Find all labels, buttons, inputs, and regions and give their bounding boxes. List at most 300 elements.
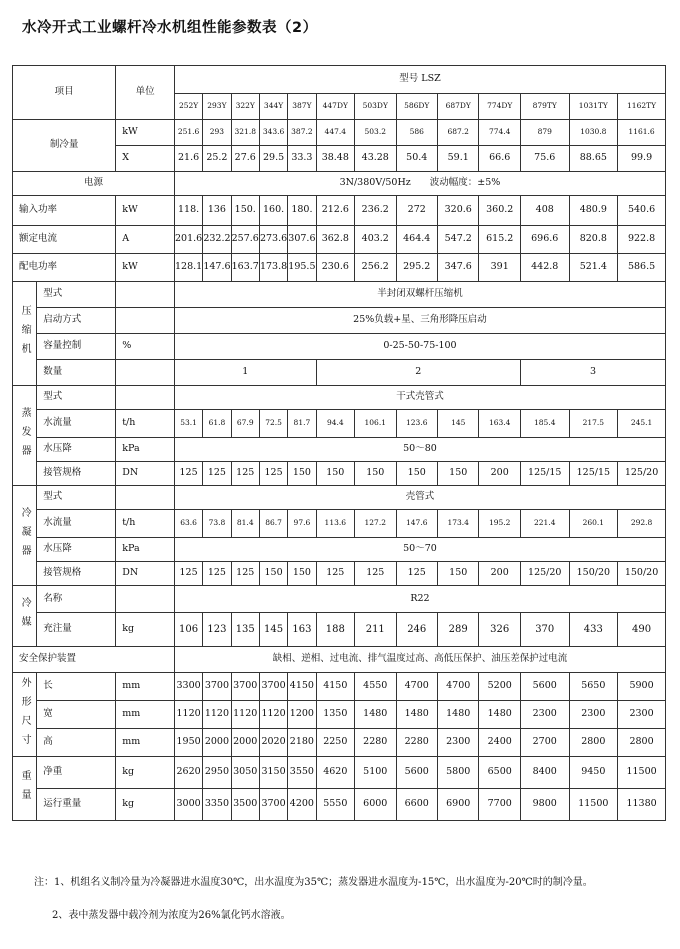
row-label: 安全保护装置 <box>13 647 175 673</box>
table-row <box>13 360 666 386</box>
unit-cell: kg <box>116 789 175 821</box>
model-header: 503DY <box>355 94 396 120</box>
value-cell: 586 <box>396 120 437 146</box>
row-label: 型式 <box>37 386 116 410</box>
value-cell: 99.9 <box>618 146 666 172</box>
table-row <box>13 701 666 729</box>
value-cell: 273.6 <box>259 226 287 254</box>
unit-cell: mm <box>116 701 175 729</box>
table-row <box>13 486 666 510</box>
table-row <box>13 308 666 334</box>
value-cell: 362.8 <box>316 226 354 254</box>
value-cell: 2800 <box>569 729 618 757</box>
value-cell: 188 <box>316 613 354 647</box>
value-cell: 820.8 <box>569 226 618 254</box>
value-cell: 150/20 <box>569 562 618 586</box>
value-cell: 128.1 <box>174 254 202 282</box>
model-header: 1162TY <box>618 94 666 120</box>
value-cell: 125/15 <box>520 462 569 486</box>
header-unit: 单位 <box>116 66 175 120</box>
merged-value: 0-25-50-75-100 <box>174 334 665 360</box>
model-header: 879TY <box>520 94 569 120</box>
value-cell: 922.8 <box>618 226 666 254</box>
value-cell: 136 <box>203 196 231 226</box>
value-cell: 147.6 <box>396 510 437 538</box>
value-cell: 173.4 <box>437 510 478 538</box>
value-cell: 464.4 <box>396 226 437 254</box>
unit-cell: A <box>116 226 175 254</box>
value-cell: 145 <box>259 613 287 647</box>
value-cell: 360.2 <box>479 196 520 226</box>
value-cell: 408 <box>520 196 569 226</box>
value-cell: 160. <box>259 196 287 226</box>
unit-cell: t/h <box>116 510 175 538</box>
value-cell: 5600 <box>520 673 569 701</box>
value-cell: 66.6 <box>479 146 520 172</box>
merged-value: 半封闭双螺杆压缩机 <box>174 282 665 308</box>
row-label: 型式 <box>37 282 116 308</box>
value-cell: 125/20 <box>520 562 569 586</box>
value-cell: 123 <box>203 613 231 647</box>
value-cell: 163 <box>288 613 316 647</box>
value-cell: 2950 <box>203 757 231 789</box>
value-cell: 150 <box>288 562 316 586</box>
model-header: 344Y <box>259 94 287 120</box>
value-cell: 1950 <box>174 729 202 757</box>
group-label: 重量 <box>13 757 37 821</box>
value-cell: 2020 <box>259 729 287 757</box>
value-cell: 125/20 <box>618 462 666 486</box>
value-cell: 403.2 <box>355 226 396 254</box>
row-label: 型式 <box>37 486 116 510</box>
value-cell: 3 <box>520 360 665 386</box>
value-cell: 173.8 <box>259 254 287 282</box>
row-label: 长 <box>37 673 116 701</box>
value-cell: 8400 <box>520 757 569 789</box>
merged-value: 缺相、逆相、过电流、排气温度过高、高低压保护、油压差保护过电流 <box>174 647 665 673</box>
value-cell: 125 <box>174 562 202 586</box>
value-cell: 150/20 <box>618 562 666 586</box>
unit-cell: X <box>116 146 175 172</box>
value-cell: 1030.8 <box>569 120 618 146</box>
value-cell: 1480 <box>355 701 396 729</box>
value-cell: 11500 <box>569 789 618 821</box>
table-row <box>13 789 666 821</box>
value-cell: 1120 <box>203 701 231 729</box>
table-row <box>13 538 666 562</box>
row-label: 额定电流 <box>13 226 116 254</box>
unit-cell: mm <box>116 729 175 757</box>
value-cell: 125 <box>231 462 259 486</box>
value-cell: 81.7 <box>288 410 316 438</box>
group-label: 压缩机 <box>13 282 37 386</box>
value-cell: 3700 <box>259 673 287 701</box>
value-cell: 125 <box>316 562 354 586</box>
row-label: 接管规格 <box>37 562 116 586</box>
unit-cell: mm <box>116 673 175 701</box>
value-cell: 6900 <box>437 789 478 821</box>
value-cell: 480.9 <box>569 196 618 226</box>
row-label: 水流量 <box>37 410 116 438</box>
table-row <box>13 334 666 360</box>
value-cell: 50.4 <box>396 146 437 172</box>
value-cell: 293 <box>203 120 231 146</box>
value-cell: 127.2 <box>355 510 396 538</box>
table-row <box>13 757 666 789</box>
value-cell: 5550 <box>316 789 354 821</box>
merged-value: 3N/380V/50Hz 波动幅度：±5% <box>174 172 665 196</box>
value-cell: 180. <box>288 196 316 226</box>
value-cell: 236.2 <box>355 196 396 226</box>
value-cell: 123.6 <box>396 410 437 438</box>
value-cell: 4550 <box>355 673 396 701</box>
value-cell: 201.6 <box>174 226 202 254</box>
value-cell: 113.6 <box>316 510 354 538</box>
table-row <box>13 647 666 673</box>
value-cell: 442.8 <box>520 254 569 282</box>
value-cell: 321.8 <box>231 120 259 146</box>
group-label: 外形尺寸 <box>13 673 37 757</box>
merged-value: 干式壳管式 <box>174 386 665 410</box>
model-header: 1031TY <box>569 94 618 120</box>
value-cell: 217.5 <box>569 410 618 438</box>
merged-value: R22 <box>174 586 665 613</box>
value-cell: 150 <box>259 562 287 586</box>
value-cell: 433 <box>569 613 618 647</box>
value-cell: 251.6 <box>174 120 202 146</box>
value-cell: 2280 <box>396 729 437 757</box>
table-row <box>13 196 666 226</box>
value-cell: 7700 <box>479 789 520 821</box>
model-header: 252Y <box>174 94 202 120</box>
value-cell: 615.2 <box>479 226 520 254</box>
value-cell: 125 <box>203 562 231 586</box>
value-cell: 150 <box>396 462 437 486</box>
header-item: 项目 <box>13 66 116 120</box>
value-cell: 81.4 <box>231 510 259 538</box>
value-cell: 29.5 <box>259 146 287 172</box>
value-cell: 150. <box>231 196 259 226</box>
value-cell: 347.6 <box>437 254 478 282</box>
value-cell: 118. <box>174 196 202 226</box>
value-cell: 1480 <box>437 701 478 729</box>
value-cell: 150 <box>437 462 478 486</box>
row-label: 输入功率 <box>13 196 116 226</box>
value-cell: 2300 <box>520 701 569 729</box>
value-cell: 245.1 <box>618 410 666 438</box>
unit-cell <box>116 586 175 613</box>
value-cell: 1120 <box>231 701 259 729</box>
row-label: 制冷量 <box>13 120 116 172</box>
value-cell: 4200 <box>288 789 316 821</box>
value-cell: 163.4 <box>479 410 520 438</box>
model-header: 293Y <box>203 94 231 120</box>
value-cell: 125 <box>203 462 231 486</box>
value-cell: 200 <box>479 462 520 486</box>
value-cell: 1200 <box>288 701 316 729</box>
value-cell: 2300 <box>618 701 666 729</box>
value-cell: 326 <box>479 613 520 647</box>
value-cell: 687.2 <box>437 120 478 146</box>
value-cell: 230.6 <box>316 254 354 282</box>
value-cell: 3350 <box>203 789 231 821</box>
value-cell: 5650 <box>569 673 618 701</box>
spec-table <box>12 65 666 821</box>
value-cell: 221.4 <box>520 510 569 538</box>
value-cell: 1120 <box>174 701 202 729</box>
value-cell: 295.2 <box>396 254 437 282</box>
value-cell: 6000 <box>355 789 396 821</box>
group-label: 蒸发器 <box>13 386 37 486</box>
value-cell: 147.6 <box>203 254 231 282</box>
value-cell: 5600 <box>396 757 437 789</box>
value-cell: 2000 <box>203 729 231 757</box>
value-cell: 547.2 <box>437 226 478 254</box>
value-cell: 53.1 <box>174 410 202 438</box>
value-cell: 4150 <box>316 673 354 701</box>
value-cell: 75.6 <box>520 146 569 172</box>
value-cell: 2280 <box>355 729 396 757</box>
table-row <box>13 562 666 586</box>
table-row <box>13 254 666 282</box>
value-cell: 72.5 <box>259 410 287 438</box>
value-cell: 125 <box>396 562 437 586</box>
value-cell: 5100 <box>355 757 396 789</box>
table-row <box>13 438 666 462</box>
value-cell: 3050 <box>231 757 259 789</box>
table-row <box>13 510 666 538</box>
value-cell: 1350 <box>316 701 354 729</box>
row-label: 接管规格 <box>37 462 116 486</box>
model-header: 586DY <box>396 94 437 120</box>
unit-cell: kW <box>116 254 175 282</box>
value-cell: 163.7 <box>231 254 259 282</box>
row-label: 水流量 <box>37 510 116 538</box>
value-cell: 59.1 <box>437 146 478 172</box>
value-cell: 4620 <box>316 757 354 789</box>
value-cell: 232.2 <box>203 226 231 254</box>
unit-cell: kW <box>116 196 175 226</box>
value-cell: 195.2 <box>479 510 520 538</box>
value-cell: 94.4 <box>316 410 354 438</box>
table-row <box>13 282 666 308</box>
value-cell: 135 <box>231 613 259 647</box>
value-cell: 195.5 <box>288 254 316 282</box>
unit-cell <box>116 386 175 410</box>
table-row <box>13 613 666 647</box>
value-cell: 86.7 <box>259 510 287 538</box>
table-row <box>13 673 666 701</box>
value-cell: 25.2 <box>203 146 231 172</box>
value-cell: 21.6 <box>174 146 202 172</box>
value-cell: 27.6 <box>231 146 259 172</box>
value-cell: 3700 <box>231 673 259 701</box>
table-row <box>13 172 666 196</box>
value-cell: 1480 <box>396 701 437 729</box>
value-cell: 97.6 <box>288 510 316 538</box>
value-cell: 307.6 <box>288 226 316 254</box>
unit-cell <box>116 308 175 334</box>
value-cell: 1161.6 <box>618 120 666 146</box>
value-cell: 1480 <box>479 701 520 729</box>
table-row <box>13 386 666 410</box>
value-cell: 447.4 <box>316 120 354 146</box>
value-cell: 106.1 <box>355 410 396 438</box>
merged-value: 50～70 <box>174 538 665 562</box>
unit-cell: kPa <box>116 538 175 562</box>
value-cell: 2700 <box>520 729 569 757</box>
note-2: 2、表中蒸发器中载冷剂为浓度为26%氯化钙水溶液。 <box>52 910 291 921</box>
value-cell: 125/15 <box>569 462 618 486</box>
value-cell: 11380 <box>618 789 666 821</box>
unit-cell: % <box>116 334 175 360</box>
row-label: 高 <box>37 729 116 757</box>
unit-cell <box>116 282 175 308</box>
row-label: 数量 <box>37 360 116 386</box>
value-cell: 320.6 <box>437 196 478 226</box>
value-cell: 260.1 <box>569 510 618 538</box>
value-cell: 150 <box>288 462 316 486</box>
value-cell: 125 <box>355 562 396 586</box>
row-label: 容量控制 <box>37 334 116 360</box>
model-header: 447DY <box>316 94 354 120</box>
value-cell: 9450 <box>569 757 618 789</box>
value-cell: 490 <box>618 613 666 647</box>
value-cell: 6600 <box>396 789 437 821</box>
value-cell: 4700 <box>437 673 478 701</box>
value-cell: 125 <box>259 462 287 486</box>
value-cell: 43.28 <box>355 146 396 172</box>
value-cell: 2000 <box>231 729 259 757</box>
table-row <box>13 120 666 146</box>
value-cell: 200 <box>479 562 520 586</box>
unit-cell <box>116 486 175 510</box>
value-cell: 391 <box>479 254 520 282</box>
value-cell: 256.2 <box>355 254 396 282</box>
table-row <box>13 410 666 438</box>
model-header: 387Y <box>288 94 316 120</box>
value-cell: 6500 <box>479 757 520 789</box>
value-cell: 125 <box>231 562 259 586</box>
row-label: 水压降 <box>37 438 116 462</box>
value-cell: 3550 <box>288 757 316 789</box>
table-row <box>13 586 666 613</box>
value-cell: 257.6 <box>231 226 259 254</box>
table-row <box>13 66 666 94</box>
value-cell: 61.8 <box>203 410 231 438</box>
value-cell: 9800 <box>520 789 569 821</box>
value-cell: 696.6 <box>520 226 569 254</box>
value-cell: 5200 <box>479 673 520 701</box>
value-cell: 2800 <box>618 729 666 757</box>
value-cell: 5800 <box>437 757 478 789</box>
value-cell: 150 <box>316 462 354 486</box>
value-cell: 292.8 <box>618 510 666 538</box>
value-cell: 88.65 <box>569 146 618 172</box>
value-cell: 2620 <box>174 757 202 789</box>
value-cell: 3000 <box>174 789 202 821</box>
value-cell: 521.4 <box>569 254 618 282</box>
value-cell: 272 <box>396 196 437 226</box>
model-header: 774DY <box>479 94 520 120</box>
value-cell: 246 <box>396 613 437 647</box>
row-label: 水压降 <box>37 538 116 562</box>
value-cell: 774.4 <box>479 120 520 146</box>
value-cell: 3700 <box>259 789 287 821</box>
page-title: 水冷开式工业螺杆冷水机组性能参数表（2） <box>22 20 318 36</box>
table-row <box>13 729 666 757</box>
value-cell: 2180 <box>288 729 316 757</box>
value-cell: 2300 <box>569 701 618 729</box>
value-cell: 387.2 <box>288 120 316 146</box>
value-cell: 586.5 <box>618 254 666 282</box>
value-cell: 1 <box>174 360 316 386</box>
value-cell: 106 <box>174 613 202 647</box>
row-label: 启动方式 <box>37 308 116 334</box>
row-label: 运行重量 <box>37 789 116 821</box>
value-cell: 63.6 <box>174 510 202 538</box>
value-cell: 503.2 <box>355 120 396 146</box>
value-cell: 67.9 <box>231 410 259 438</box>
value-cell: 2400 <box>479 729 520 757</box>
value-cell: 211 <box>355 613 396 647</box>
unit-cell: t/h <box>116 410 175 438</box>
unit-cell: kPa <box>116 438 175 462</box>
merged-value: 25%负载+星、三角形降压启动 <box>174 308 665 334</box>
model-header: 687DY <box>437 94 478 120</box>
value-cell: 185.4 <box>520 410 569 438</box>
row-label: 宽 <box>37 701 116 729</box>
merged-value: 壳管式 <box>174 486 665 510</box>
row-label: 充注量 <box>37 613 116 647</box>
value-cell: 4700 <box>396 673 437 701</box>
row-label: 配电功率 <box>13 254 116 282</box>
value-cell: 145 <box>437 410 478 438</box>
value-cell: 343.6 <box>259 120 287 146</box>
row-label: 电源 <box>13 172 175 196</box>
merged-value: 50～80 <box>174 438 665 462</box>
group-label: 冷媒 <box>13 586 37 647</box>
value-cell: 212.6 <box>316 196 354 226</box>
value-cell: 4150 <box>288 673 316 701</box>
value-cell: 5900 <box>618 673 666 701</box>
value-cell: 1120 <box>259 701 287 729</box>
table-row <box>13 462 666 486</box>
value-cell: 3150 <box>259 757 287 789</box>
header-model-label: 型号 LSZ <box>174 66 665 94</box>
value-cell: 289 <box>437 613 478 647</box>
value-cell: 2300 <box>437 729 478 757</box>
value-cell: 125 <box>174 462 202 486</box>
value-cell: 879 <box>520 120 569 146</box>
value-cell: 2250 <box>316 729 354 757</box>
value-cell: 33.3 <box>288 146 316 172</box>
value-cell: 3300 <box>174 673 202 701</box>
value-cell: 370 <box>520 613 569 647</box>
row-label: 净重 <box>37 757 116 789</box>
value-cell: 150 <box>355 462 396 486</box>
value-cell: 150 <box>437 562 478 586</box>
value-cell: 3700 <box>203 673 231 701</box>
value-cell: 2 <box>316 360 520 386</box>
model-header: 322Y <box>231 94 259 120</box>
unit-cell: kW <box>116 120 175 146</box>
unit-cell <box>116 360 175 386</box>
value-cell: 540.6 <box>618 196 666 226</box>
unit-cell: kg <box>116 613 175 647</box>
value-cell: 73.8 <box>203 510 231 538</box>
value-cell: 38.48 <box>316 146 354 172</box>
